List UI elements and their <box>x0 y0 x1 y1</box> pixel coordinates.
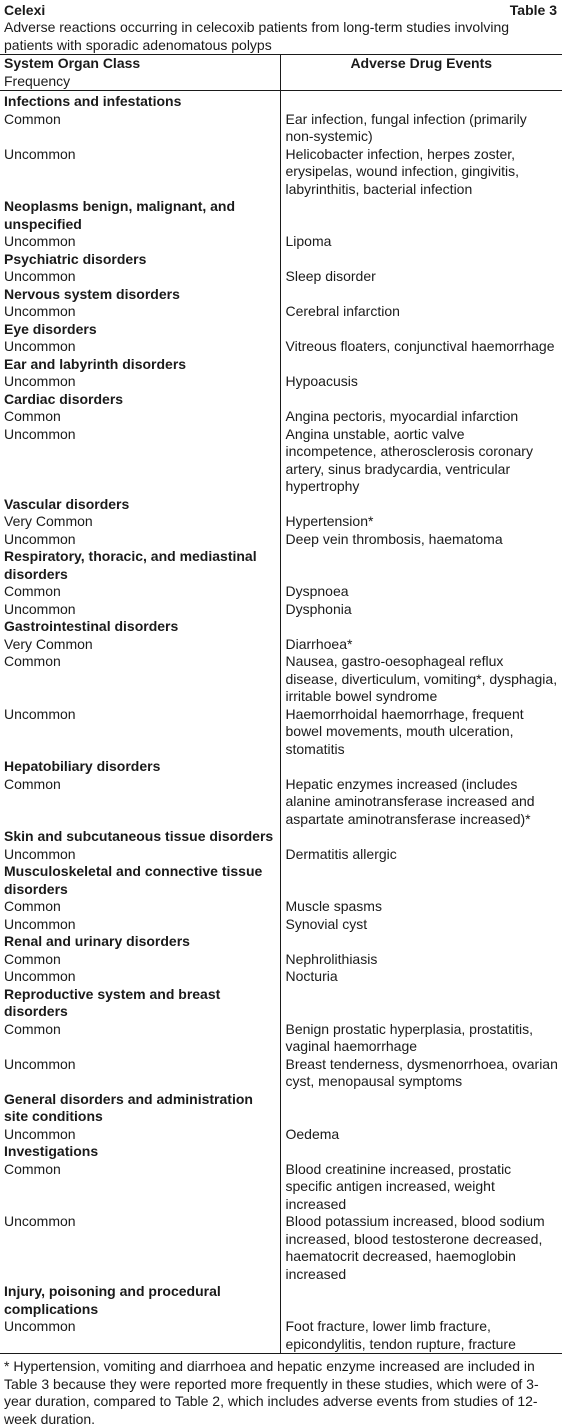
frequency-cell: Common <box>0 898 280 916</box>
organ-class-name: Musculoskeletal and connective tissue disorders <box>0 863 280 898</box>
organ-class-name: Renal and urinary disorders <box>0 933 280 951</box>
table-number: Table 3 <box>509 2 557 18</box>
organ-class-name: General disorders and administration site conditions <box>0 1091 280 1126</box>
table-row <box>0 1056 562 1091</box>
organ-class-empty-cell <box>280 321 562 339</box>
frequency-cell: Uncommon <box>0 338 280 356</box>
frequency-cell: Common <box>0 1021 280 1056</box>
events-cell: Deep vein thrombosis, haematoma <box>285 530 503 547</box>
table-row <box>0 303 562 321</box>
events-cell: Breast tenderness, dysmenorrhoea, ovarian cyst, menopausal symptoms <box>285 1055 558 1089</box>
frequency-cell: Common <box>0 653 280 706</box>
column-header-events <box>280 55 562 91</box>
organ-class-row <box>0 198 562 233</box>
events-cell: Hypoacusis <box>285 373 358 389</box>
table-row <box>0 951 562 969</box>
frequency-cell: Uncommon <box>0 1213 280 1283</box>
events-cell: Hepatic enzymes increased (includes alanine aminotransferase increased and aspartate aminotransferase increased)* <box>285 775 535 827</box>
organ-class-name: Vascular disorders <box>0 496 280 514</box>
organ-class-empty-cell <box>280 286 562 304</box>
organ-class-row <box>0 618 562 636</box>
organ-class-name: Gastrointestinal disorders <box>0 618 280 636</box>
organ-class-name: Hepatobiliary disorders <box>0 758 280 776</box>
adverse-events-table <box>0 55 562 1353</box>
frequency-cell: Uncommon <box>0 968 280 986</box>
organ-class-name: Nervous system disorders <box>0 286 280 304</box>
events-cell: Lipoma <box>285 233 332 249</box>
table-footnote: * Hypertension, vomiting and diarrhoea and hepatic enzyme increased are included in Table 3 because they were reported more frequently in these studies, which were of 3-year duration, compared to Table 2, which includes adverse events from studies of 12-week duration. <box>4 1358 539 1427</box>
organ-class-row <box>0 286 562 304</box>
events-cell: Dyspnoea <box>285 583 349 599</box>
organ-class-empty-cell <box>280 1091 562 1126</box>
table-row <box>0 268 562 286</box>
organ-class-empty-cell <box>280 618 562 636</box>
events-cell: Oedema <box>285 1125 340 1142</box>
table-row <box>0 531 562 549</box>
frequency-cell: Uncommon <box>0 303 280 321</box>
table-row <box>0 636 562 654</box>
events-cell: Dermatitis allergic <box>285 845 397 862</box>
events-cell: Vitreous floaters, conjunctival haemorrhage <box>285 338 555 354</box>
table-header <box>0 0 562 54</box>
organ-class-empty-cell <box>280 91 562 111</box>
organ-class-empty-cell <box>280 356 562 374</box>
organ-class-row <box>0 496 562 514</box>
organ-class-row <box>0 391 562 409</box>
events-cell: Haemorrhoidal haemorrhage, frequent bowel movements, mouth ulceration, stomatitis <box>285 705 524 757</box>
events-cell: Muscle spasms <box>285 898 382 914</box>
organ-class-name: Eye disorders <box>0 321 280 339</box>
frequency-cell: Very Common <box>0 513 280 531</box>
organ-class-empty-cell <box>280 1143 562 1161</box>
table-row <box>0 1021 562 1056</box>
organ-class-empty-cell <box>280 758 562 776</box>
organ-class-row <box>0 828 562 846</box>
organ-class-row <box>0 986 562 1021</box>
events-cell: Synovial cyst <box>285 915 368 932</box>
table-row <box>0 513 562 531</box>
frequency-cell: Very Common <box>0 636 280 654</box>
organ-class-name: Respiratory, thoracic, and mediastinal disorders <box>0 548 280 583</box>
column-header-soc <box>0 55 280 91</box>
organ-class-name: Neoplasms benign, malignant, and unspecified <box>0 198 280 233</box>
events-cell: Helicobacter infection, herpes zoster, erysipelas, wound infection, gingivitis, labyrinthitis, bacterial infection <box>285 145 519 197</box>
table-row <box>0 1213 562 1283</box>
table-row <box>0 1318 562 1353</box>
table-row <box>0 776 562 829</box>
events-cell: Angina unstable, aortic valve incompetence, atherosclerosis coronary artery, sinus bradycardia, ventricular hypertrophy <box>285 425 533 494</box>
organ-class-row <box>0 1143 562 1161</box>
organ-class-row <box>0 1283 562 1318</box>
organ-class-row <box>0 91 562 111</box>
table-caption: Adverse reactions occurring in celecoxib patients from long-term studies involving patients with sporadic adenomatous polyps <box>4 19 510 53</box>
events-cell: Blood potassium increased, blood sodium increased, blood testosterone decreased, haematocrit decreased, haemoglobin increased <box>285 1213 545 1282</box>
frequency-cell: Uncommon <box>0 706 280 759</box>
organ-class-empty-cell <box>280 548 562 583</box>
column-title-events: Adverse Drug Events <box>350 55 493 71</box>
table-row <box>0 338 562 356</box>
events-cell: Ear infection, fungal infection (primarily non-systemic) <box>285 110 527 144</box>
organ-class-name: Reproductive system and breast disorders <box>0 986 280 1021</box>
frequency-cell: Uncommon <box>0 373 280 391</box>
frequency-cell: Uncommon <box>0 1318 280 1353</box>
frequency-cell: Uncommon <box>0 916 280 934</box>
organ-class-empty-cell <box>280 828 562 846</box>
organ-class-empty-cell <box>280 251 562 269</box>
events-cell: Foot fracture, lower limb fracture, epicondylitis, tendon rupture, fracture <box>285 1318 516 1352</box>
events-cell: Nocturia <box>285 968 338 984</box>
frequency-cell: Uncommon <box>0 426 280 496</box>
frequency-cell: Uncommon <box>0 146 280 199</box>
organ-class-row <box>0 321 562 339</box>
organ-class-empty-cell <box>280 1283 562 1318</box>
frequency-cell: Common <box>0 951 280 969</box>
table-row <box>0 898 562 916</box>
events-cell: Nausea, gastro-oesophageal reflux disease, diverticulum, vomiting*, dysphagia, irritable bowel syndrome <box>285 653 558 704</box>
organ-class-name: Skin and subcutaneous tissue disorders <box>0 828 280 846</box>
frequency-cell: Uncommon <box>0 846 280 864</box>
events-cell: Cerebral infarction <box>285 303 400 319</box>
organ-class-row <box>0 863 562 898</box>
organ-class-empty-cell <box>280 986 562 1021</box>
table-row <box>0 706 562 759</box>
table-row <box>0 146 562 199</box>
frequency-cell: Common <box>0 583 280 601</box>
frequency-cell: Common <box>0 1161 280 1214</box>
frequency-cell: Uncommon <box>0 268 280 286</box>
table-row <box>0 1126 562 1144</box>
title-row <box>4 2 557 19</box>
table-row <box>0 426 562 496</box>
events-cell: Sleep disorder <box>285 268 376 284</box>
table-row <box>0 111 562 146</box>
table-row <box>0 373 562 391</box>
table-row <box>0 1161 562 1214</box>
organ-class-row <box>0 758 562 776</box>
frequency-cell: Uncommon <box>0 1056 280 1091</box>
frequency-cell: Uncommon <box>0 1126 280 1144</box>
events-cell: Blood creatinine increased, prostatic specific antigen increased, weight increased <box>285 1160 512 1212</box>
events-cell: Nephrolithiasis <box>285 950 378 967</box>
organ-class-row <box>0 933 562 951</box>
organ-class-row <box>0 548 562 583</box>
frequency-cell: Uncommon <box>0 233 280 251</box>
events-cell: Dysphonia <box>285 600 352 617</box>
table-row <box>0 233 562 251</box>
events-cell: Hypertension* <box>285 513 374 529</box>
organ-class-row <box>0 1091 562 1126</box>
table-body <box>0 91 562 1354</box>
events-cell: Angina pectoris, myocardial infarction <box>285 408 519 424</box>
organ-class-empty-cell <box>280 391 562 409</box>
table-row <box>0 846 562 864</box>
organ-class-name: Psychiatric disorders <box>0 251 280 269</box>
table-row <box>0 408 562 426</box>
events-cell: Benign prostatic hyperplasia, prostatitis, vaginal haemorrhage <box>285 1020 533 1054</box>
organ-class-empty-cell <box>280 198 562 233</box>
table-row <box>0 601 562 619</box>
brand-name: Celexi <box>4 2 46 18</box>
organ-class-name: Infections and infestations <box>0 91 280 111</box>
frequency-cell: Uncommon <box>0 601 280 619</box>
table-row <box>0 916 562 934</box>
table-row <box>0 653 562 706</box>
column-title-soc: System Organ Class <box>4 55 141 71</box>
column-header-row <box>0 55 562 91</box>
organ-class-empty-cell <box>280 496 562 514</box>
organ-class-row <box>0 251 562 269</box>
organ-class-name: Cardiac disorders <box>0 391 280 409</box>
organ-class-name: Investigations <box>0 1143 280 1161</box>
organ-class-name: Injury, poisoning and procedural complications <box>0 1283 280 1318</box>
frequency-cell: Uncommon <box>0 531 280 549</box>
organ-class-empty-cell <box>280 933 562 951</box>
organ-class-name: Ear and labyrinth disorders <box>0 356 280 374</box>
frequency-cell: Common <box>0 408 280 426</box>
organ-class-row <box>0 356 562 374</box>
column-subtitle-frequency: Frequency <box>4 72 71 89</box>
frequency-cell: Common <box>0 776 280 829</box>
organ-class-empty-cell <box>280 863 562 898</box>
table-row <box>0 583 562 601</box>
frequency-cell: Common <box>0 111 280 146</box>
events-cell: Diarrhoea* <box>285 635 353 652</box>
table-row <box>0 968 562 986</box>
